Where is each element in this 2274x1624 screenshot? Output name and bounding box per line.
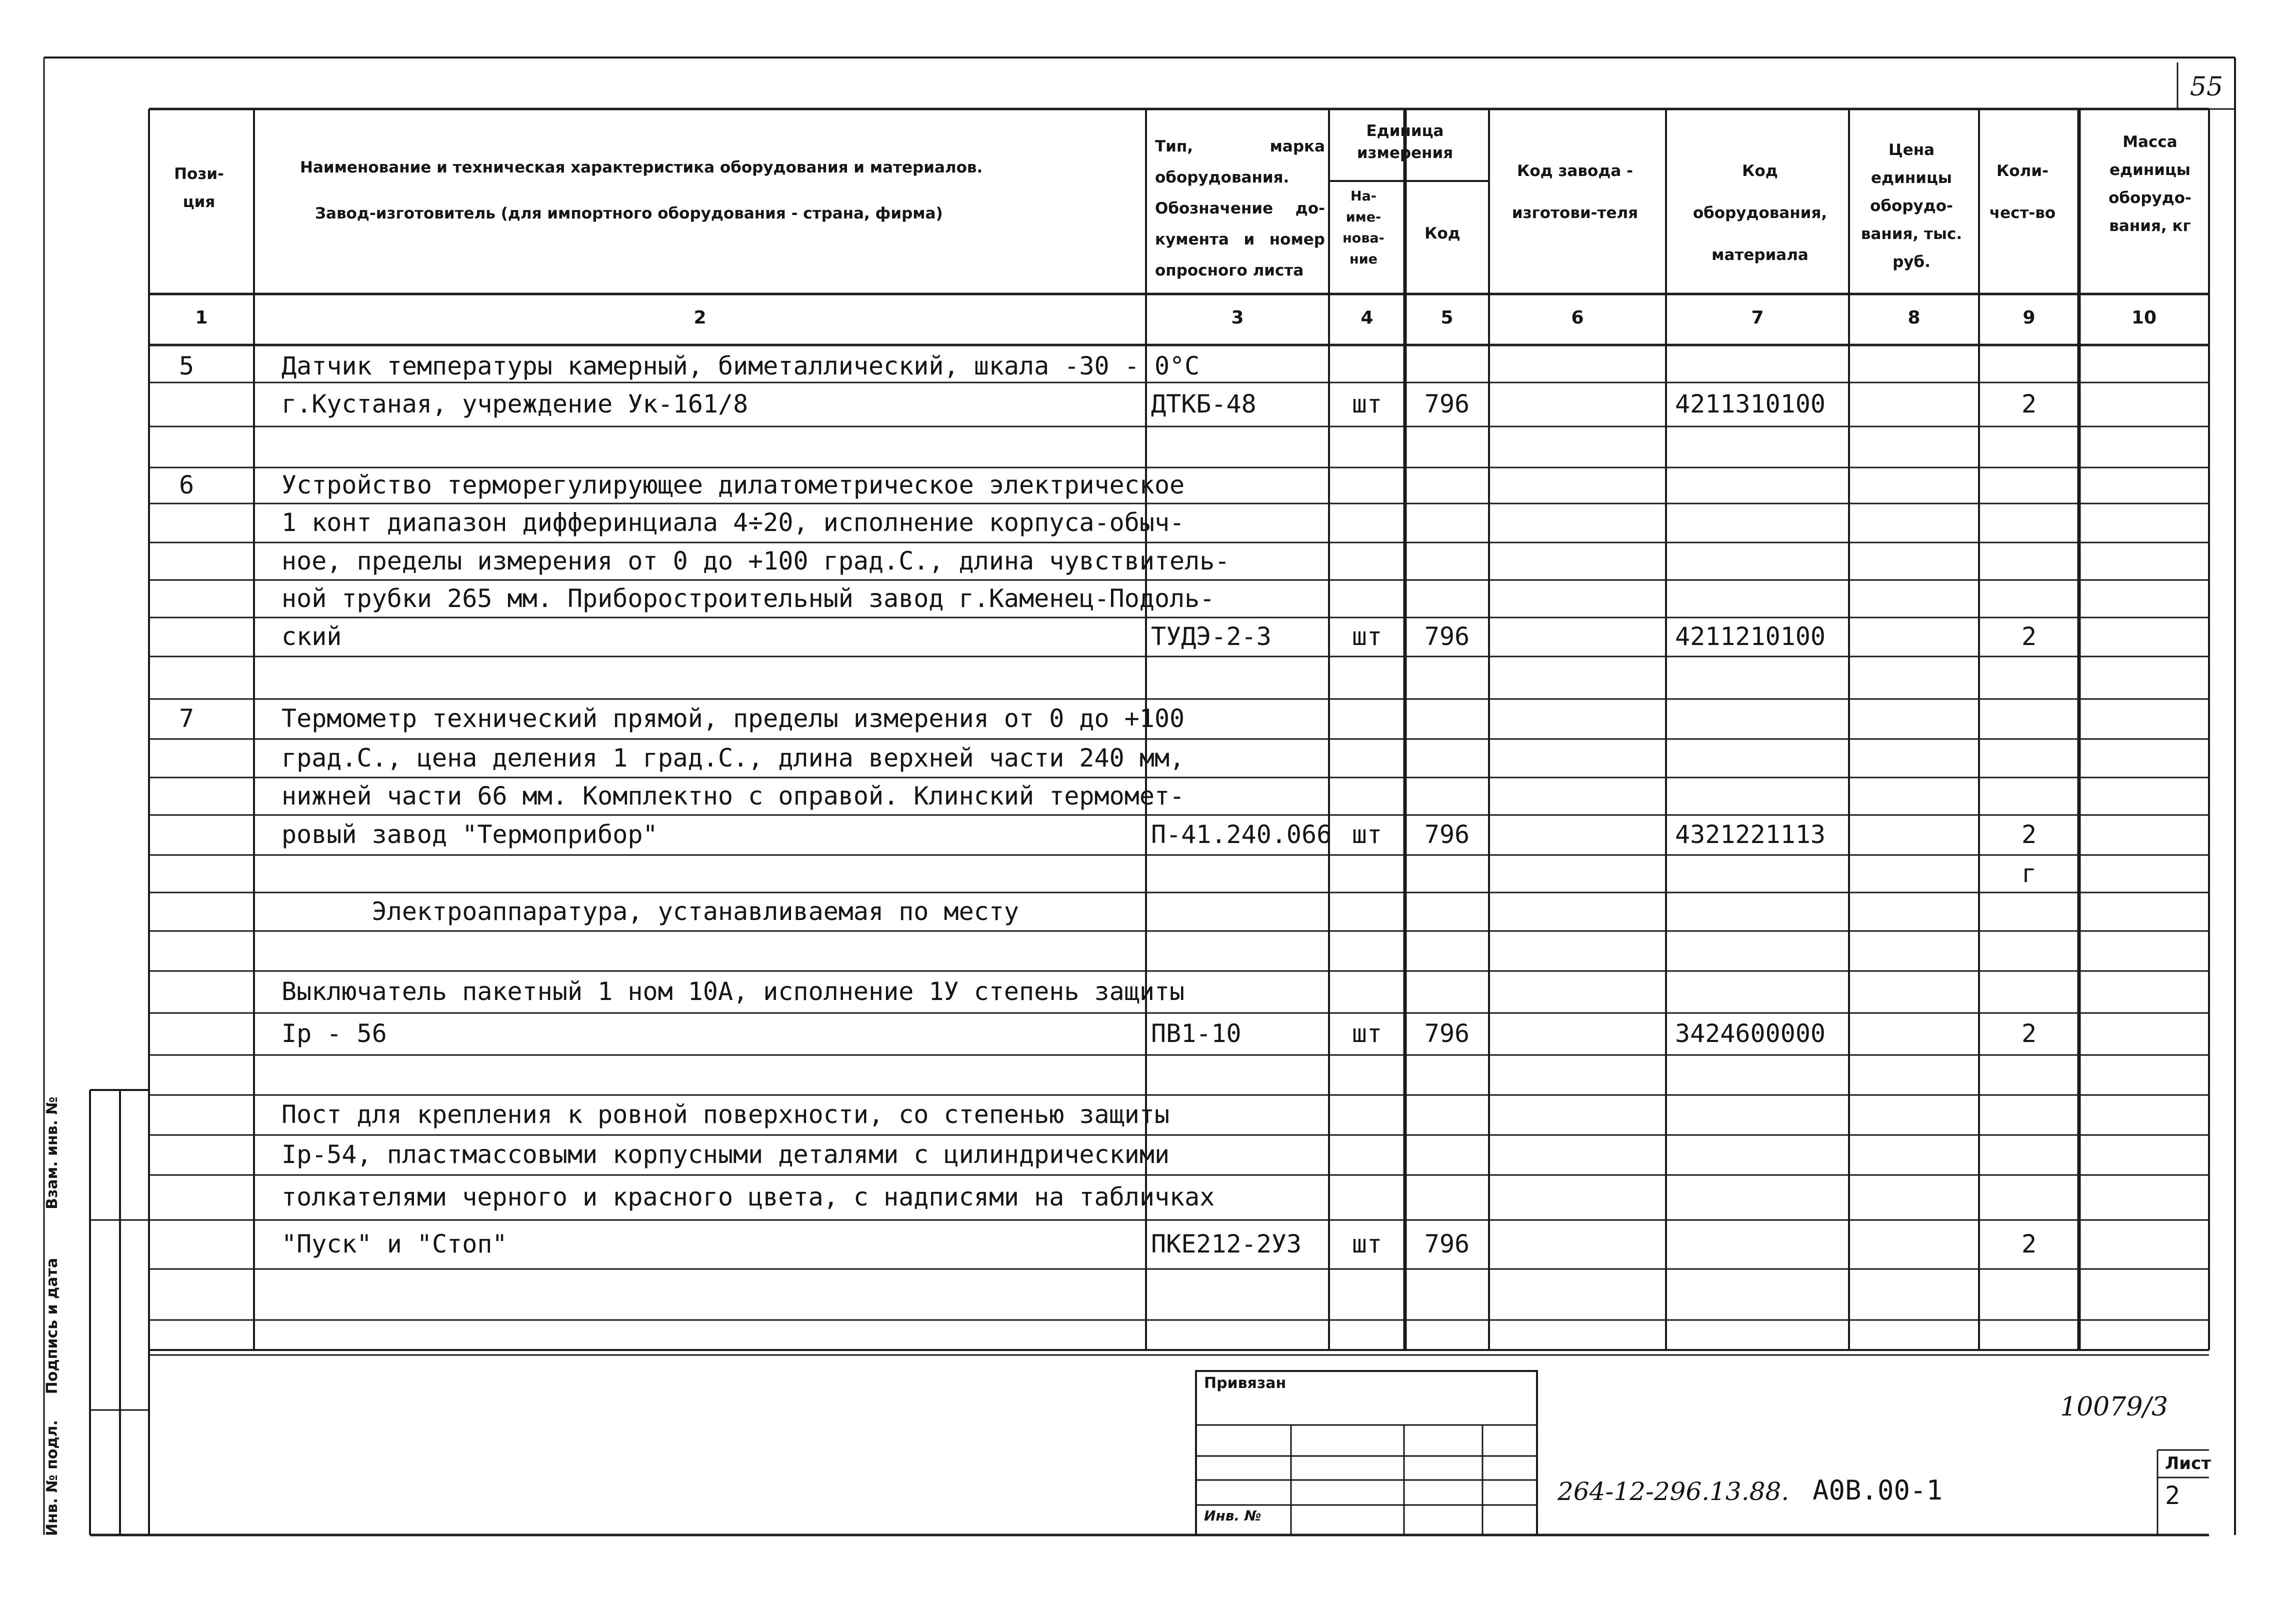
cell-name: Термометр технический прямой, пределы измерения от 0 до +100 <box>282 704 1185 733</box>
cell-qty: 2 <box>2021 390 2037 418</box>
sheet-number: 2 <box>2165 1481 2180 1510</box>
cell-name: ровый завод "Термоприбор" <box>282 820 658 849</box>
cell-qty: 2 <box>2021 1230 2037 1258</box>
column-number: 3 <box>1231 308 1244 328</box>
header-position: Пози-ция <box>174 165 224 211</box>
cell-name: Выключатель пакетный 1 ном 10А, исполнение 1У степень защиты <box>282 977 1185 1006</box>
cell-name: ной трубки 265 мм. Приборостроительный завод г.Каменец-Подоль- <box>282 584 1215 613</box>
cell-unit-code: 796 <box>1424 622 1470 651</box>
cell-name: Датчик температуры камерный, биметаллический, шкала -30 - 0°С <box>282 351 1200 380</box>
column-number: 4 <box>1360 308 1374 328</box>
page-number: 55 <box>2190 72 2224 102</box>
cell-qty: г <box>2021 858 2037 888</box>
cell-equipment-code: 4211310100 <box>1675 390 1826 418</box>
cell-name: г.Кустаная, учреждение Ук-161/8 <box>282 390 748 418</box>
archive-number: 10079/3 <box>2060 1392 2168 1422</box>
cell-unit: шт <box>1352 1230 1382 1258</box>
header-unit-mass: Масса единицы оборудо-вания, кг <box>2108 133 2192 235</box>
cell-name: Ip - 56 <box>282 1019 387 1048</box>
cell-unit: шт <box>1352 390 1382 418</box>
cell-unit: шт <box>1352 1019 1382 1048</box>
cell-pos: 5 <box>178 351 194 380</box>
cell-name: ное, пределы измерения от 0 до +100 град.С., длина чувствитель- <box>282 546 1230 576</box>
side-stamp-inv-podl: Инв. № подл. <box>44 1420 61 1536</box>
header-unit-price: Цена единицы оборудо-вания, тыс. руб. <box>1860 141 1962 271</box>
column-number: 5 <box>1440 308 1454 328</box>
cell-name: град.С., цена деления 1 град.С., длина верхней части 240 мм, <box>282 743 1185 772</box>
side-stamp-vzam-inv: Взам. инв. № <box>44 1096 61 1210</box>
header-type-mark: Тип, марка оборудования. Обозначение до-кумента и номер опросного листа <box>1155 138 1325 280</box>
cell-name: Устройство терморегулирующее дилатометрическое электрическое <box>282 470 1185 500</box>
header-maker-code: Код завода - изготови-теля <box>1512 162 1638 222</box>
header-unit-name: На-име-нова-ние <box>1342 188 1384 267</box>
header-unit-code: Код <box>1424 224 1460 242</box>
cell-unit: шт <box>1352 820 1382 849</box>
cell-equipment-code: 4211210100 <box>1675 622 1826 651</box>
column-number: 6 <box>1571 308 1584 328</box>
column-number: 9 <box>2022 308 2036 328</box>
cell-type: ДТКБ-48 <box>1151 390 1256 418</box>
document-code: 264-12-296.13.88. <box>1558 1477 1790 1506</box>
cell-type: ПКЕ212-2У3 <box>1151 1230 1302 1258</box>
cell-name: 1 конт диапазон дифферинциала 4÷20, исполнение корпуса-обыч- <box>282 508 1185 537</box>
cell-qty: 2 <box>2021 622 2037 651</box>
cell-unit-code: 796 <box>1424 1019 1470 1048</box>
column-number: 8 <box>1908 308 1920 328</box>
cell-unit-code: 796 <box>1424 390 1470 418</box>
cell-qty: 2 <box>2021 1019 2037 1048</box>
cell-unit-code: 796 <box>1424 820 1470 849</box>
cell-name: Ip-54, пластмассовыми корпусными деталями с цилиндрическими <box>282 1140 1170 1169</box>
header-unit-group: Единица измерения <box>1356 122 1454 162</box>
cell-qty: 2 <box>2021 820 2037 849</box>
sheet-label: Лист <box>2165 1454 2211 1474</box>
cell-equipment-code: 3424600000 <box>1675 1019 1826 1048</box>
cell-unit-code: 796 <box>1424 1230 1470 1258</box>
header-name-line1: Наименование и техническая характеристика оборудования и материалов. <box>300 158 983 176</box>
header-equipment-code: Код оборудования, материала <box>1692 162 1828 264</box>
cell-pos: 7 <box>178 704 194 733</box>
column-number: 7 <box>1751 308 1764 328</box>
cell-name: "Пуск" и "Стоп" <box>282 1230 508 1258</box>
cell-equipment-code: 4321221113 <box>1675 820 1826 849</box>
side-stamp-signature-date: Подпись и дата <box>44 1258 61 1394</box>
column-number: 2 <box>694 308 706 328</box>
cell-type: ПВ1-10 <box>1151 1019 1242 1048</box>
title-block-inv-no: Инв. № <box>1204 1508 1262 1524</box>
cell-unit: шт <box>1352 622 1382 651</box>
cell-name: толкателями черного и красного цвета, с надписями на табличках <box>282 1182 1215 1212</box>
header-name-line2: Завод-изготовитель (для импортного оборудования - страна, фирма) <box>315 204 943 222</box>
cell-pos: 6 <box>178 470 194 500</box>
cell-name: Пост для крепления к ровной поверхности, со степенью защиты <box>282 1100 1170 1129</box>
cell-name: нижней части 66 мм. Комплектно с оправой. Клинский термомет- <box>282 781 1185 810</box>
cell-name: Электроаппаратура, устанавливаемая по месту <box>282 896 1020 926</box>
cell-type: ТУДЭ-2-3 <box>1151 622 1272 651</box>
sheet-code: А0В.00-1 <box>1812 1474 1943 1506</box>
column-number: 10 <box>2131 308 2157 328</box>
cell-type: П-41.240.066 <box>1151 820 1332 849</box>
column-number: 1 <box>195 308 208 328</box>
cell-name: ский <box>282 622 342 651</box>
title-block-privyazan: Привязан <box>1204 1374 1286 1392</box>
header-quantity: Коли-чест-во <box>1989 162 2056 222</box>
